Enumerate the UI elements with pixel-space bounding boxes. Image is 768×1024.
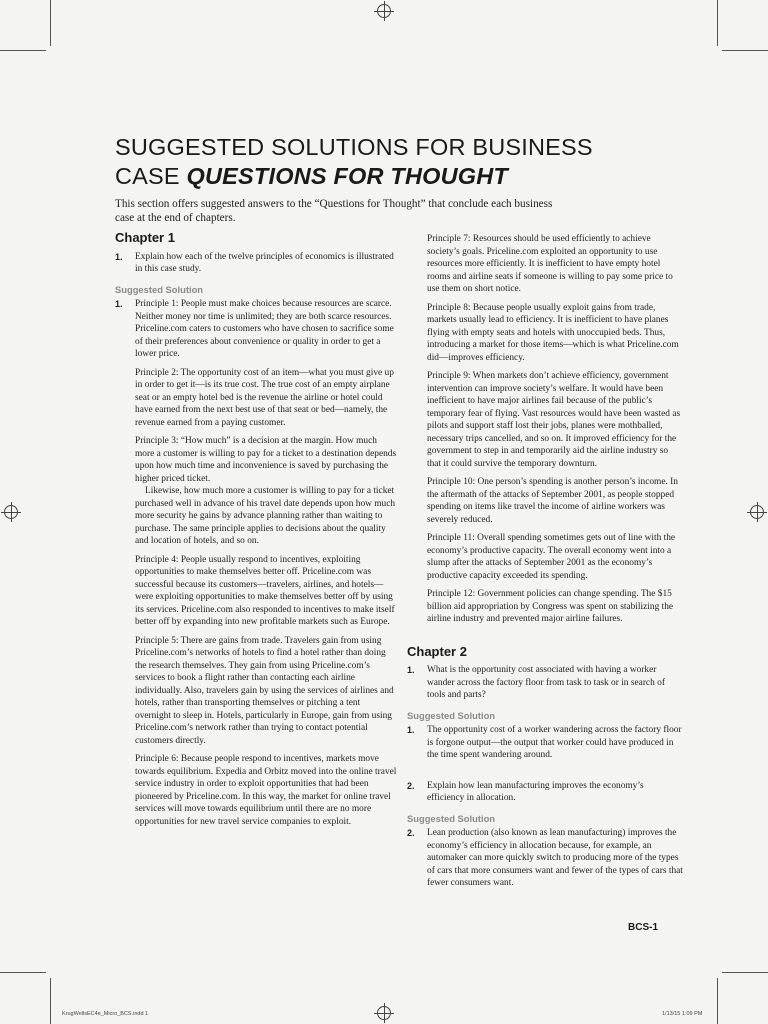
page-title — [115, 133, 675, 191]
question-number: 2. — [407, 780, 415, 791]
crop-mark — [0, 50, 46, 51]
principle-12: Principle 12: Government policies can change spending. The $15 billion aid appropriation by Congress was spent on stabilizing the airline industry and prevented major airline failures. — [427, 589, 674, 624]
principle-4: Principle 4: People usually respond to incentives, exploiting opportunities to make themselves better off. Priceline.com was successful because its customers—travelers, airlines, and hotels—were exploiting opportunities to make themselves better off by using its services. Priceline.com also responded to incentives to make itself better off by expanding into new profitable markets such as Europe. — [135, 554, 395, 627]
suggested-solution-label: Suggested Solution — [115, 283, 204, 295]
answer-text: The opportunity cost of a worker wandering across the factory floor is forgone output—the output that worker could have produced in the time spent wandering around. — [427, 725, 682, 760]
question-number: 1. — [407, 665, 415, 675]
principle-5: Principle 5: There are gains from trade. Travelers gain from using Priceline.com’s networks of hotels to find a hotel rather than doing the research themselves. They gain from using Priceline.com’s services to book a flight rather than contacting each airline individually. Also, travelers gain by using the services of airlines and hotels, rather than transporting themselves or pitching a tent overnight to sleep in. Hotels, particularly in Europe, gain from using Priceline.com’s network rather than trying to contact potential customers directly. — [135, 635, 394, 746]
crop-mark — [50, 978, 51, 1024]
crop-mark — [722, 50, 768, 51]
question-text: Explain how lean manufacturing improves the economy’s efficiency in allocation. — [427, 780, 644, 803]
suggested-solution-label: Suggested Solution — [407, 709, 496, 721]
principle-6: Principle 6: Because people respond to incentives, markets move towards equilibrium. Expedia and Orbitz moved into the online travel service industry in order to exploit opportunities that had been pioneered by Priceline.com. In this way, the market for online travel services will move towards equilibrium until there are no more opportunities for new travel service companies to exploit. — [135, 754, 397, 827]
chapter-2-question-1 — [407, 664, 683, 702]
answer-number: 1. — [407, 725, 415, 735]
registration-mark-icon — [4, 505, 18, 519]
principle-10: Principle 10: One person’s spending is another person’s income. In the aftermath of the attacks of September 2001, as people stopped spending on items like travel the income of airline workers was severely reduced. — [427, 477, 678, 525]
right-column — [407, 233, 683, 896]
chapter-2-answer-1 — [407, 724, 683, 762]
suggested-solution-label: Suggested Solution — [407, 812, 496, 824]
chapter-1-heading: Chapter 1 — [115, 230, 175, 245]
principle-1: Principle 1: People must make choices because resources are scarce. Neither money nor time is unlimited; they are both scarce resources. Priceline.com caters to customers who have chosen to sacrifice some of their preferences about convenience or quality in order to get a lower price. — [135, 299, 394, 359]
title-line-2-emphasis: QUESTIONS FOR THOUGHT — [186, 163, 508, 189]
crop-mark — [717, 0, 718, 46]
intro-paragraph: This section offers suggested answers to the “Questions for Thought” that conclude each business case at the end of chapters. — [115, 198, 553, 224]
principle-3-continued: Likewise, how much more a customer is willing to pay for a ticket purchased well in advance of his travel date depends upon how much more security he gains by advance planning rather than waiting to purchase. The same principle applies to decisions about the quality and location of hotels, and so on. — [135, 486, 396, 546]
answer-number: 2. — [407, 828, 415, 838]
registration-mark-icon — [377, 4, 391, 18]
principle-2: Principle 2: The opportunity cost of an item—what you must give up in order to get it—is its true cost. The true cost of an empty airplane seat or an empty hotel bed is the revenue the airline or hotel could have earned from the next best use of that seat or bed—namely, the revenue earned from a paying customer. — [135, 367, 394, 428]
crop-mark — [722, 972, 768, 973]
principle-7: Principle 7: Resources should be used efficiently to achieve society’s goals. Priceline.com exploited an opportunity to use resources more efficiently. It is inefficient to have empty hotel rooms and airline seats if someone is willing to pay some price to use them on short notice. — [427, 234, 673, 294]
principle-3: Principle 3: “How much” is a decision at the margin. How much more a customer is willing to pay for a ticket to a destination depends upon how much time and inconvenience is saved by purchasing the higher priced ticket. — [135, 436, 397, 484]
registration-mark-icon — [750, 505, 764, 519]
question-text: What is the opportunity cost associated with having a worker wander across the factory floor from task to task or in search of tools and parts? — [427, 665, 665, 700]
registration-mark-icon — [377, 1006, 391, 1020]
principle-11: Principle 11: Overall spending sometimes gets out of line with the economy’s productive capacity. The overall economy went into a slump after the attacks of September 2001 as the economy’s productive capacity exceeded its spending. — [427, 533, 676, 581]
title-line-1: SUGGESTED SOLUTIONS FOR BUSINESS — [115, 134, 593, 160]
slug-filename: KrugWellsEC4e_Micro_BCS.indd 1 — [62, 1011, 149, 1017]
chapter-2-heading: Chapter 2 — [407, 643, 467, 659]
spacer — [407, 768, 683, 780]
answer-text: Lean production (also known as lean manufacturing) improves the economy’s efficiency in allocation because, for example, an automaker can more quickly switch to producing more of the types of cars that more consumers want and fewer of the types of cars that fewer consumers want. — [427, 828, 683, 888]
crop-mark — [717, 978, 718, 1024]
principle-8: Principle 8: Because people usually exploit gains from trade, markets usually lead to efficiency. It is inefficient to have planes flying with empty seats and hotels with unoccupied beds. Thus, introducing a market for those items—which is what Priceline.com did—improves efficiency. — [427, 302, 679, 363]
question-text: Explain how each of the twelve principles of economics is illustrated in this case study. — [135, 251, 394, 274]
page-number: BCS-1 — [628, 922, 659, 933]
answer-number: 1. — [115, 299, 123, 309]
question-number: 1. — [115, 251, 123, 262]
principle-9: Principle 9: When markets don’t achieve efficiency, government intervention can improve society’s welfare. It would have been inefficient to have major airlines fail because of the public’s temporary fear of flying. Vast resources would have been wasted as pilots and support staff lost their jobs, planes were mothballed, necessary trips cancelled, and so on. It improved efficiency for the government to step in and temporarily aid the airline industry so that it could survive the temporary downturn. — [427, 371, 681, 469]
title-line-2-plain: CASE — [115, 163, 187, 189]
crop-mark — [50, 0, 51, 46]
chapter-1-question-1 — [115, 251, 397, 276]
slug-timestamp: 1/13/15 1:09 PM — [662, 1011, 703, 1017]
chapter-2-answer-2 — [407, 827, 683, 890]
left-column — [115, 232, 397, 834]
crop-mark — [0, 972, 46, 973]
chapter-1-answer-1 — [115, 298, 397, 361]
chapter-2-question-2 — [407, 780, 683, 805]
